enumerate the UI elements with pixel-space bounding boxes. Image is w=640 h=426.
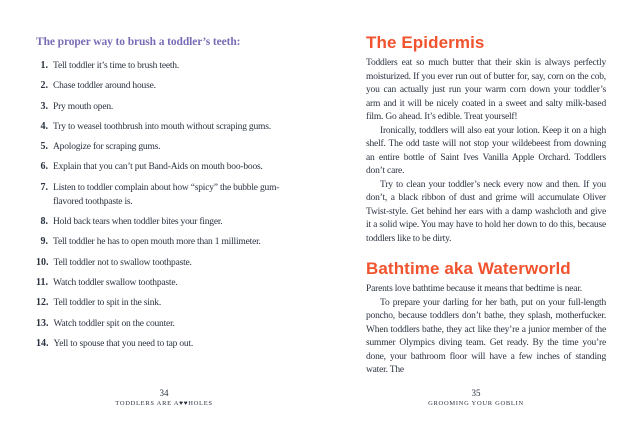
list-item-text: Pry mouth open. bbox=[53, 101, 114, 112]
list-item-text: Watch toddler swallow toothpaste. bbox=[53, 277, 178, 288]
list-item bbox=[36, 181, 290, 209]
list-item-text: Listen to toddler complain about how “spicy” the bubble gum-flavored toothpaste is. bbox=[53, 182, 280, 207]
list-item-text: Tell toddler he has to open mouth more than 1 millimeter. bbox=[53, 237, 261, 248]
right-page bbox=[366, 33, 606, 378]
list-item-number: 7. bbox=[40, 181, 48, 193]
left-page-footer bbox=[37, 388, 291, 407]
section-heading-epidermis: The Epidermis bbox=[366, 33, 485, 52]
left-page-heading: The proper way to brush a toddler’s teeth: bbox=[36, 36, 241, 48]
list-item-text: Apologize for scraping gums. bbox=[53, 142, 161, 153]
list-item-number: 1. bbox=[40, 60, 48, 71]
list-item bbox=[36, 296, 290, 310]
list-item-text: Tell toddler not to swallow toothpaste. bbox=[53, 257, 192, 268]
list-item-number: 4. bbox=[40, 120, 48, 132]
list-item-number: 13. bbox=[36, 317, 49, 329]
paragraph: Parents love bathtime because it means that bedtime is near. bbox=[366, 284, 582, 294]
left-page-number: 34 bbox=[159, 388, 169, 398]
list-item-text: Try to weasel toothbrush into mouth without scraping gums. bbox=[53, 121, 271, 132]
paragraph: Ironically, toddlers will also eat your lotion. Keep it on a high shelf. The odd taste will not stop your wildebeest from downing an entire bottle of Saint Ives Vanilla Apple Orchard. Toddlers don’t care. bbox=[366, 125, 606, 176]
list-item-text: Chase toddler around house. bbox=[53, 81, 156, 92]
list-item-text: Watch toddler spit on the counter. bbox=[53, 318, 175, 329]
list-item-number: 14. bbox=[36, 337, 49, 349]
list-item bbox=[36, 235, 290, 249]
list-item-number: 11. bbox=[36, 276, 48, 288]
list-item bbox=[36, 160, 290, 174]
list-item bbox=[36, 317, 290, 331]
list-item bbox=[36, 140, 290, 154]
section-heading-bathtime: Bathtime aka Waterworld bbox=[366, 259, 571, 278]
toothbrush-steps-list bbox=[36, 59, 290, 351]
list-item-number: 2. bbox=[40, 80, 48, 92]
list-item bbox=[36, 120, 290, 134]
paragraph: Try to clean your toddler’s neck every now and then. If you don’t, a black ribbon of dust and grime will accumulate Oliver Twist-style. Get behind her ears with a damp washcloth and give it a solid wipe. You may have to hold her down to do this, because toddlers like to be dirty. bbox=[366, 179, 606, 244]
list-item bbox=[36, 276, 290, 290]
paragraph: Toddlers eat so much butter that their skin is always perfectly moisturized. If you ever run out of butter for, say, corn on the cob, you can actually just run your warm corn down your toddler’s arm and it will be nicely coated in a sweet and salty milk-based film. Go ahead. It’s edible. Treat yourself! bbox=[366, 58, 606, 122]
list-item-text: Hold back tears when toddler bites your finger. bbox=[53, 217, 223, 228]
list-item bbox=[36, 100, 290, 114]
list-item-text: Yell to spouse that you need to tap out. bbox=[53, 338, 194, 349]
left-page bbox=[36, 36, 290, 357]
list-item-number: 6. bbox=[40, 161, 48, 173]
list-item bbox=[36, 256, 290, 270]
left-running-footer: TODDLERS ARE A♥♥HOLES bbox=[115, 400, 213, 407]
list-item bbox=[36, 59, 290, 73]
list-item bbox=[36, 215, 290, 229]
right-running-footer: GROOMING YOUR GOBLIN bbox=[428, 400, 524, 407]
list-item-text: Explain that you can’t put Band-Aids on mouth boo-boos. bbox=[53, 162, 263, 173]
list-item-text: Tell toddler it’s time to brush teeth. bbox=[53, 61, 180, 71]
list-item-text: Tell toddler to spit in the sink. bbox=[53, 298, 162, 309]
list-item-number: 9. bbox=[40, 236, 48, 248]
list-item-number: 8. bbox=[40, 216, 48, 228]
list-item-number: 5. bbox=[40, 141, 48, 153]
list-item-number: 10. bbox=[36, 256, 49, 268]
list-item bbox=[36, 79, 290, 93]
list-item bbox=[36, 337, 290, 351]
right-page-footer bbox=[356, 388, 596, 407]
list-item-number: 3. bbox=[40, 100, 48, 112]
list-item-number: 12. bbox=[36, 297, 49, 309]
right-page-number: 35 bbox=[471, 388, 481, 398]
paragraph: To prepare your darling for her bath, put on your full-length poncho, because toddlers don’t bathe, they splash, motherfucker. When toddlers bathe, they act like they’re a junior member of the summer Olympics diving team. Get ready. By the time you’re done, your bathroom floor will have a few inches of standing water. The bbox=[366, 297, 606, 375]
